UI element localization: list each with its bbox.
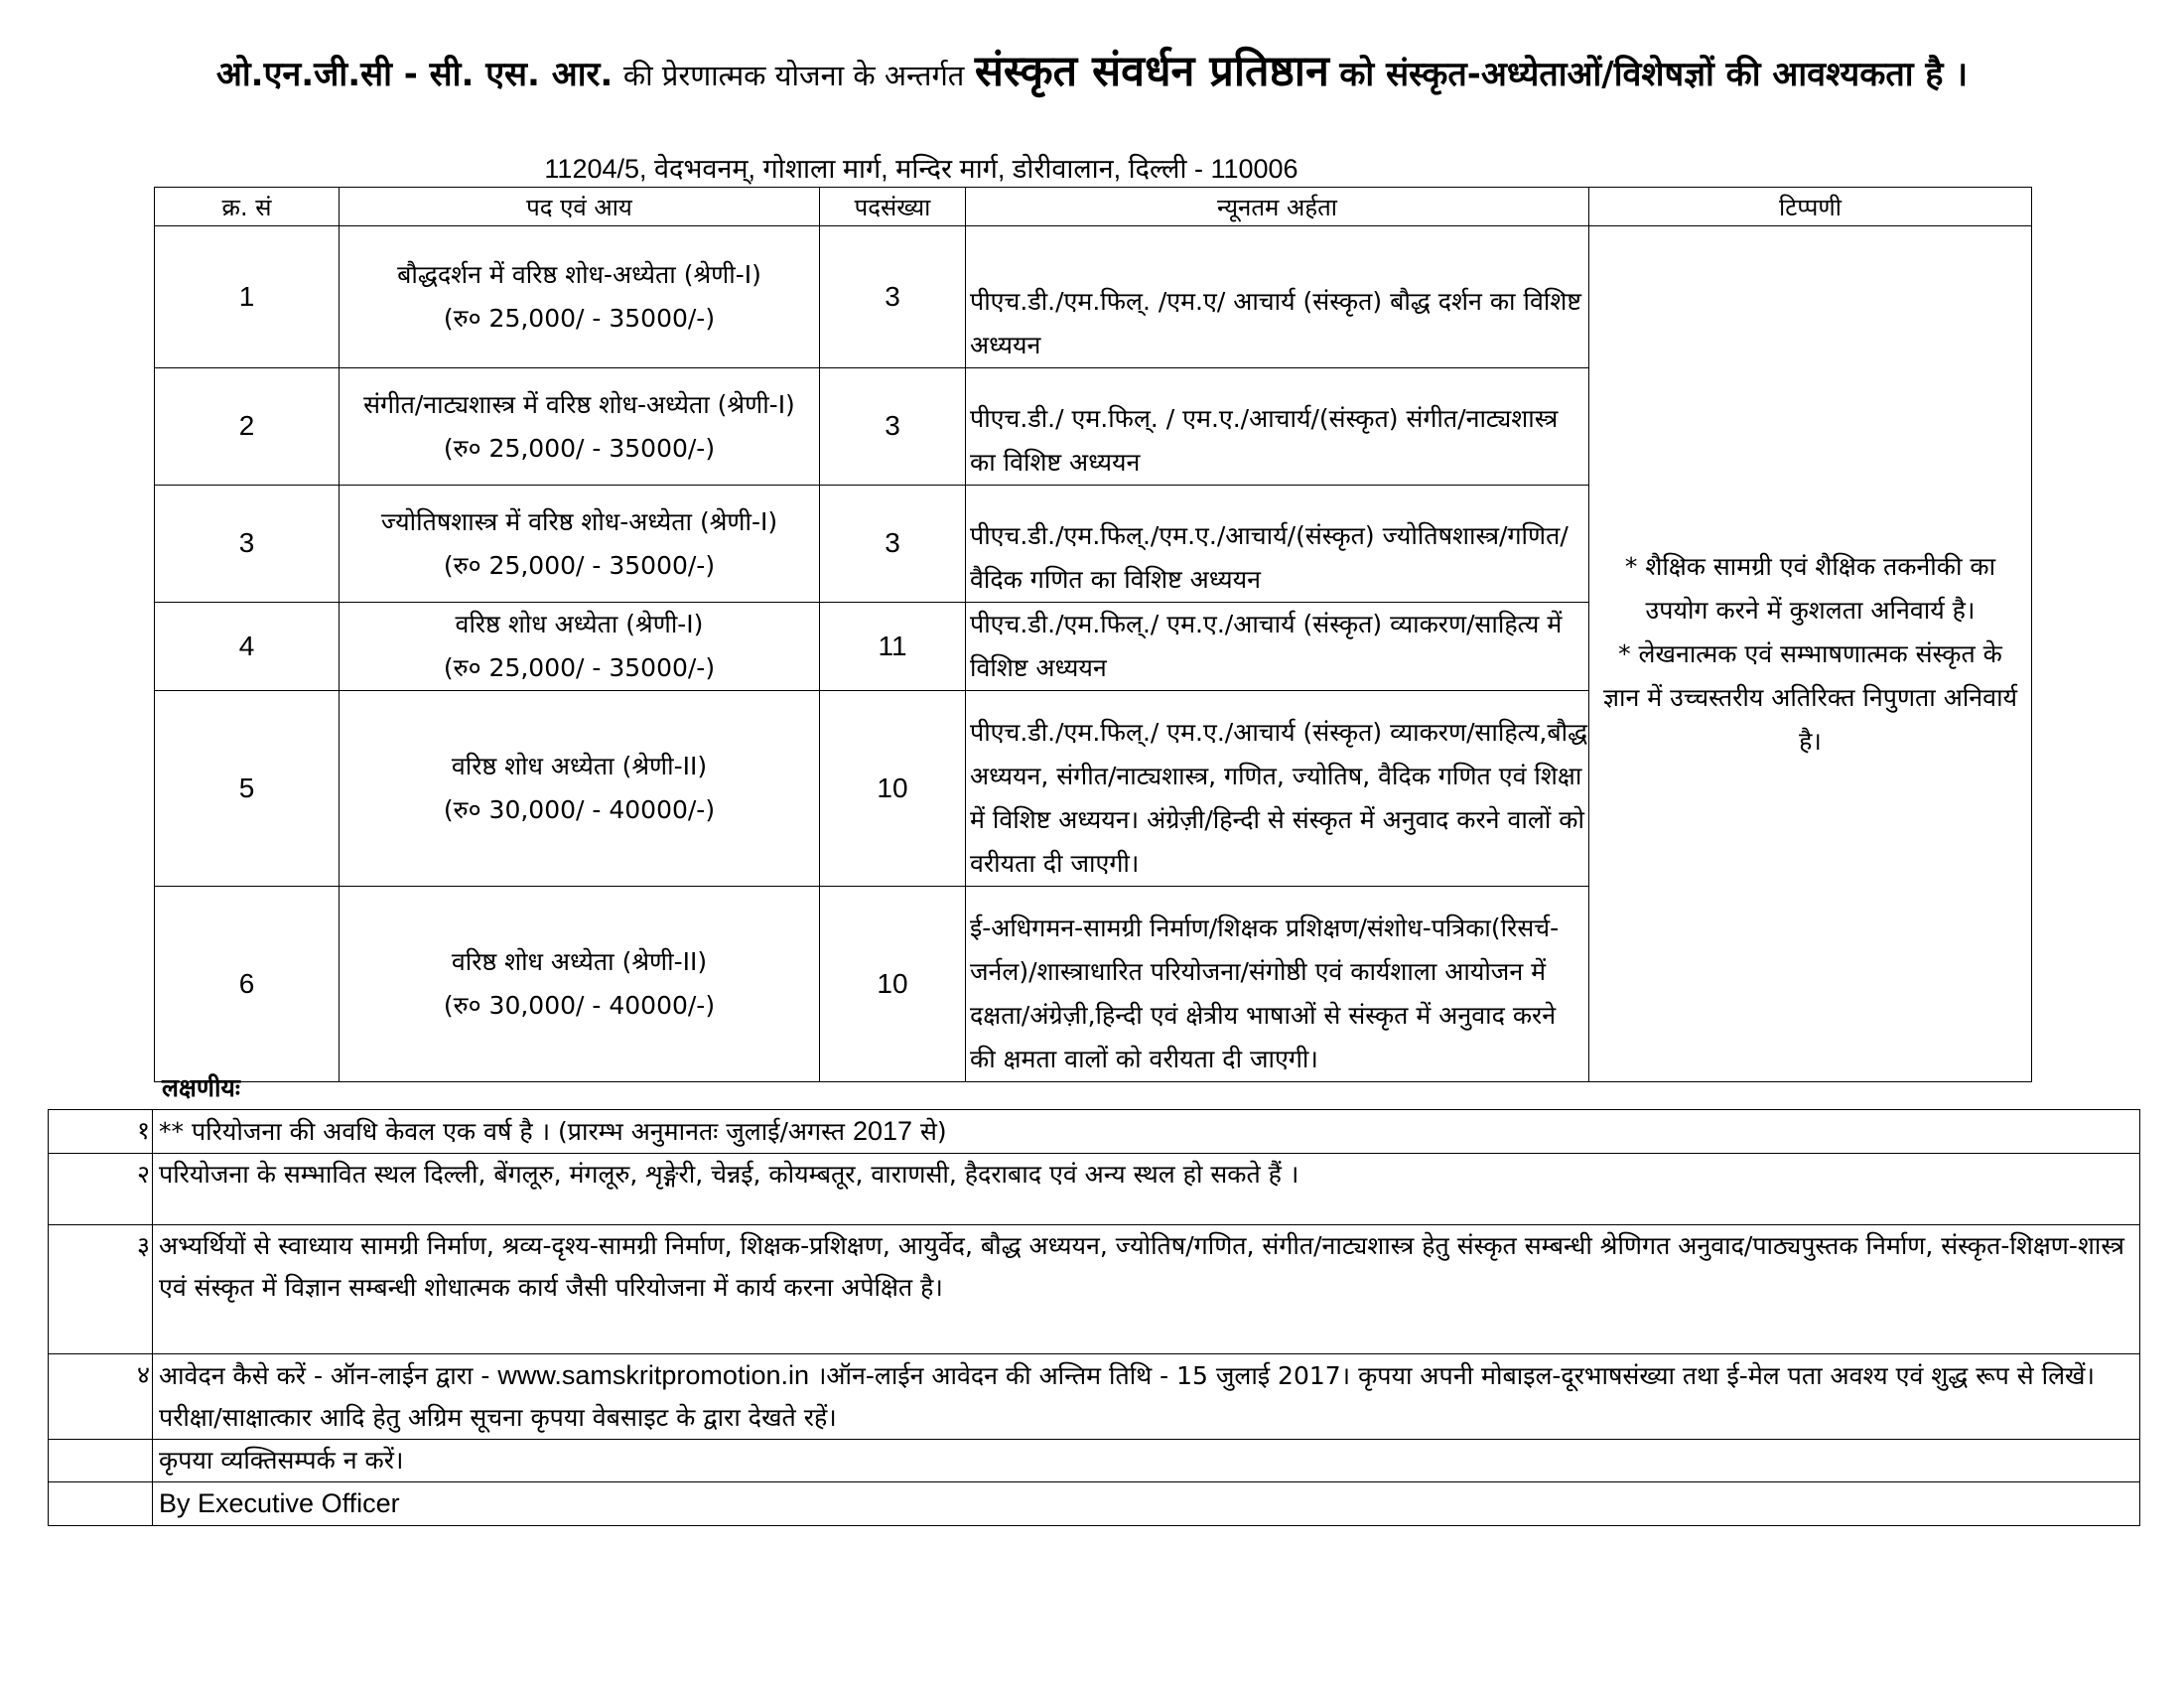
post-and-pay: वरिष्ठ शोध अध्येता (श्रेणी-II) (रु० 30,000/ - 40000/-) <box>340 691 820 887</box>
serial-number: 4 <box>155 603 340 691</box>
title-requirement: को संस्कृत-अध्येताओं/विशेषज्ञों की आवश्यकता है । <box>1339 55 1969 94</box>
signature-line: By Executive Officer <box>153 1482 2140 1526</box>
note-number: ४ <box>49 1354 153 1440</box>
serial-number: 5 <box>155 691 340 887</box>
note-text: कृपया व्यक्तिसम्पर्क न करें। <box>153 1440 2140 1482</box>
post-and-pay: संगीत/नाट्यशास्त्र में वरिष्ठ शोध-अध्येता (श्रेणी-I) (रु० 25,000/ - 35000/-) <box>340 368 820 486</box>
post-and-pay: बौद्धदर्शन में वरिष्ठ शोध-अध्येता (श्रेणी-I) (रु० 25,000/ - 35000/-) <box>340 226 820 368</box>
title-institution: संस्कृत संवर्धन प्रतिष्ठान <box>974 47 1329 96</box>
note-number: १ <box>49 1110 153 1154</box>
note-number: ३ <box>49 1225 153 1354</box>
pay-range: (रु० 30,000/ - 40000/-) <box>443 795 716 824</box>
post-count: 3 <box>820 368 966 486</box>
notes-table <box>48 1109 2140 1526</box>
column-header: न्यूनतम अर्हता <box>966 188 1589 226</box>
column-header: क्र. सं <box>155 188 340 226</box>
pay-range: (रु० 25,000/ - 35000/-) <box>443 433 716 463</box>
pay-range: (रु० 25,000/ - 35000/-) <box>443 653 716 682</box>
note-row <box>49 1482 2140 1526</box>
post-count: 3 <box>820 226 966 368</box>
note-row <box>49 1110 2140 1154</box>
address: 11204/5, वेदभवनम्, गोशाला मार्ग, मन्दिर मार्ग, डोरीवालान, दिल्ली - 110006 <box>544 154 1298 184</box>
column-header: टिप्पणी <box>1589 188 2032 226</box>
note-row <box>49 1225 2140 1354</box>
posts-table <box>154 187 2032 1082</box>
post-and-pay: वरिष्ठ शोध अध्येता (श्रेणी-I) (रु० 25,000/ - 35000/-) <box>340 603 820 691</box>
pay-range: (रु० 25,000/ - 35000/-) <box>443 550 716 580</box>
pay-range: (रु० 30,000/ - 40000/-) <box>443 991 716 1020</box>
page-title <box>0 40 2184 107</box>
note-text: आवेदन कैसे करें - ऑन-लाईन द्वारा - www.samskritpromotion.in ।ऑन-लाईन आवेदन की अन्तिम तिथि - 15 जुलाई 2017। कृपया अपनी मोबाइल-दूरभाषसंख्या तथा ई-मेल पता अवश्य एवं शुद्ध रूप से लिखें। परीक्षा/साक्षात्कार आदि हेतु अग्रिम सूचना कृपया वेबसाइट के द्वारा देखते रहें। <box>153 1354 2140 1440</box>
serial-number: 2 <box>155 368 340 486</box>
pay-range: (रु० 25,000/ - 35000/-) <box>443 304 716 333</box>
website-link[interactable]: www.samskritpromotion.in <box>497 1360 809 1390</box>
post-count: 10 <box>820 887 966 1082</box>
notes-heading: लक्षणीयः <box>162 1073 240 1102</box>
note-text: ** परियोजना की अवधि केवल एक वर्ष है । (प्रारम्भ अनुमानतः जुलाई/अगस्त 2017 से) <box>153 1110 2140 1154</box>
qualification: ई-अधिगमन-सामग्री निर्माण/शिक्षक प्रशिक्षण/संशोध-पत्रिका(रिसर्च-जर्नल)/शास्त्राधारित परियोजना/संगोष्ठी एवं कार्यशाला आयोजन में दक्षता/अंग्रेज़ी,हिन्दी एवं क्षेत्रीय भाषाओं से संस्कृत में अनुवाद करने की क्षमता वालों को वरीयता दी जाएगी। <box>966 887 1589 1082</box>
qualification: पीएच.डी./एम.फिल्./ एम.ए./आचार्य (संस्कृत) व्याकरण/साहित्य में विशिष्ट अध्ययन <box>966 603 1589 691</box>
remarks: * शैक्षिक सामग्री एवं शैक्षिक तकनीकी का उपयोग करने में कुशलता अनिवार्य है। * लेखनात्मक एवं सम्भाषणात्मक संस्कृत के ज्ञान में उच्चस्तरीय अतिरिक्त निपुणता अनिवार्य है। <box>1589 226 2032 1082</box>
column-header: पद एवं आय <box>340 188 820 226</box>
qualification: पीएच.डी./एम.फिल्./ एम.ए./आचार्य (संस्कृत) व्याकरण/साहित्य,बौद्ध अध्ययन, संगीत/नाट्यशास्त्र, गणित, ज्योतिष, वैदिक गणित एवं शिक्षा में विशिष्ट अध्ययन। अंग्रेज़ी/हिन्दी से संस्कृत में अनुवाद करने वालों को वरीयता दी जाएगी। <box>966 691 1589 887</box>
note-text: अभ्यर्थियों से स्वाध्याय सामग्री निर्माण, श्रव्य-दृश्य-सामग्री निर्माण, शिक्षक-प्रशिक्षण, आयुर्वेद, बौद्ध अध्ययन, ज्योतिष/गणित, संगीत/नाट्यशास्त्र हेतु संस्कृत सम्बन्धी श्रेणिगत अनुवाद/पाठ्यपुस्तक निर्माण, संस्कृत-शिक्षण-शास्त्र एवं संस्कृत में विज्ञान सम्बन्धी शोधात्मक कार्य जैसी परियोजना में कार्य करना अपेक्षित है। <box>153 1225 2140 1354</box>
serial-number: 3 <box>155 486 340 603</box>
qualification: पीएच.डी./ एम.फिल्. / एम.ए./आचार्य/(संस्कृत) संगीत/नाट्यशास्त्र का विशिष्ट अध्ययन <box>966 368 1589 486</box>
note-text: परियोजना के सम्भावित स्थल दिल्ली, बेंगलूरु, मंगलूरु, शृङ्गेरी, चेन्नई, कोयम्बतूर, वाराणसी, हैदराबाद एवं अन्य स्थल हो सकते हैं । <box>153 1154 2140 1225</box>
post-count: 10 <box>820 691 966 887</box>
post-count: 11 <box>820 603 966 691</box>
note-number: २ <box>49 1154 153 1225</box>
title-org: ओ.एन.जी.सी - सी. एस. आर. <box>215 55 614 94</box>
title-scheme: की प्रेरणात्मक योजना के अन्तर्गत <box>622 59 965 92</box>
qualification: पीएच.डी./एम.फिल्. /एम.ए/ आचार्य (संस्कृत) बौद्ध दर्शन का विशिष्ट अध्ययन <box>966 226 1589 368</box>
post-and-pay: वरिष्ठ शोध अध्येता (श्रेणी-II) (रु० 30,000/ - 40000/-) <box>340 887 820 1082</box>
post-and-pay: ज्योतिषशास्त्र में वरिष्ठ शोध-अध्येता (श्रेणी-I) (रु० 25,000/ - 35000/-) <box>340 486 820 603</box>
serial-number: 6 <box>155 887 340 1082</box>
qualification: पीएच.डी./एम.फिल्./एम.ए./आचार्य/(संस्कृत) ज्योतिषशास्त्र/गणित/वैदिक गणित का विशिष्ट अध्ययन <box>966 486 1589 603</box>
table-row <box>155 226 2032 368</box>
note-row <box>49 1354 2140 1440</box>
post-count: 3 <box>820 486 966 603</box>
serial-number: 1 <box>155 226 340 368</box>
note-row <box>49 1440 2140 1482</box>
table-header-row <box>155 188 2032 226</box>
note-row <box>49 1154 2140 1225</box>
column-header: पदसंख्या <box>820 188 966 226</box>
